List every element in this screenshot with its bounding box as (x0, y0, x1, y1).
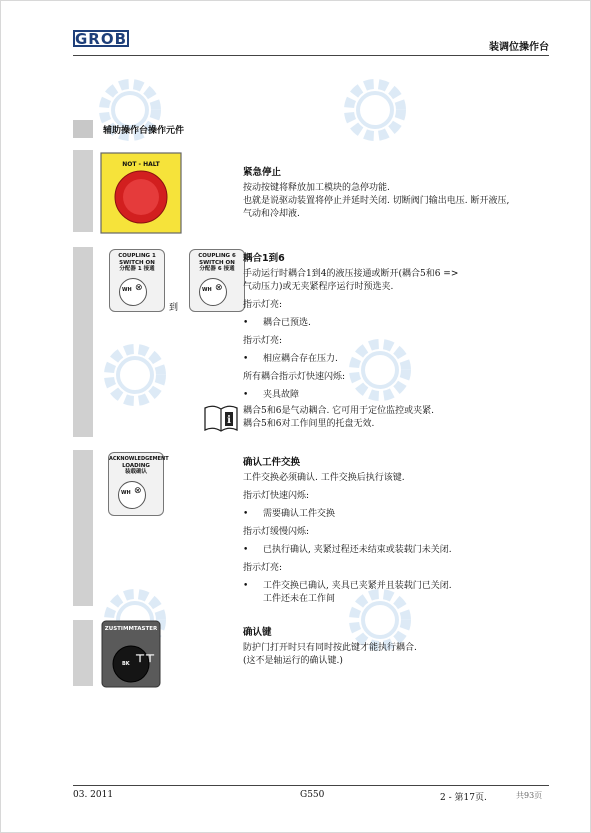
acknowledge-desc: 工件交换必须确认. 工件交换后执行该键. (243, 473, 405, 483)
section-title: 辅助操作台操作元件 (103, 126, 185, 136)
acknowledge-slow-blink: 指示灯缓慢闪烁: (243, 527, 310, 537)
bullet-dot: • (243, 545, 249, 555)
footer-total: 共93页 (516, 791, 543, 800)
footer-divider (73, 785, 549, 786)
bullet-dot: • (243, 354, 249, 364)
acknowledge-lamp-on: 指示灯亮: (243, 563, 283, 573)
confirm-key-symbol-icon: ⊤⊤ (135, 652, 156, 665)
bullet-dot: • (243, 581, 249, 591)
emergency-title: 紧急停止 (243, 167, 282, 178)
grob-logo: GROB (74, 29, 128, 48)
emergency-line-2: 也就是说驱动装置将停止并延时关闭. 切断阀门输出电压. 断开液压, (243, 196, 510, 206)
confirm-key-line-2: (这不是轴运行的确认键.) (243, 656, 343, 666)
emergency-line-3: 气动和冷却液. (243, 209, 300, 219)
coupling-6-line-1: COUPLING 6 (198, 253, 236, 259)
acknowledge-bullet-3b: 工件还未在工作间 (263, 594, 336, 604)
confirm-key-title: 确认键 (243, 627, 272, 638)
bullet-dot: • (243, 318, 249, 328)
emergency-stop-label: NOT - HALT (122, 161, 160, 168)
watermark-gear-icon (90, 70, 170, 150)
acknowledge-line-3: 装载确认 (124, 469, 147, 475)
acknowledge-line-2: LOADING (122, 462, 150, 469)
coupling-bullet-2: 相应耦合存在压力. (263, 354, 338, 364)
confirm-key-label: ZUSTIMMTASTER (104, 626, 158, 632)
coupling-6-symbol-icon: ⊗ (215, 283, 223, 293)
bullet-dot: • (243, 509, 249, 519)
block-marker-confirm (73, 620, 93, 686)
acknowledge-bullet-3a: 工件交换已确认, 夹具已夹紧并且装载门已关闭. (263, 581, 452, 591)
coupling-note-2: 耦合5和6对工作间里的托盘无效. (243, 419, 375, 429)
watermark-gear-icon (335, 70, 415, 150)
header-title: 装调位操作台 (489, 42, 549, 53)
block-marker-coupling (73, 247, 93, 437)
block-marker-emergency (73, 150, 93, 232)
coupling-1-line-3: 分配器 1 接通 (119, 266, 155, 272)
coupling-lamp-on-2: 指示灯亮: (243, 336, 283, 346)
coupling-1-symbol-icon: ⊗ (135, 283, 143, 293)
acknowledge-panel (108, 452, 169, 516)
coupling-6-line-3: 分配器 6 接通 (199, 266, 235, 272)
emergency-line-1: 按动按键将释放加工模块的急停功能. (243, 183, 390, 193)
coupling-all-blink: 所有耦合指示灯快速闪烁: (243, 372, 346, 382)
header-divider (73, 55, 549, 56)
bullet-dot: • (243, 390, 249, 400)
coupling-note-1: 耦合5和6是气动耦合. 它可用于定位监控或夹紧. (243, 406, 435, 416)
to-label: 到 (169, 303, 179, 313)
coupling-title: 耦合1到6 (243, 253, 285, 264)
section-marker (73, 120, 93, 138)
block-marker-acknowledge (73, 450, 93, 606)
footer-page: 2 - 第17页. (440, 793, 487, 803)
confirm-key-bk: BK (122, 661, 130, 667)
coupling-desc-2: 气动压力)或无夹紧程序运行时预选夹. (243, 282, 394, 292)
footer-date: 03. 2011 (73, 790, 114, 800)
coupling-lamp-on-1: 指示灯亮: (243, 300, 283, 310)
coupling-1-wh: WH (122, 287, 132, 293)
coupling-desc-1: 手动运行时耦合1到4的液压接通或断开(耦合5和6 => (243, 269, 459, 279)
info-book-icon (203, 404, 239, 432)
coupling-6-panel (189, 249, 245, 312)
acknowledge-fast-blink: 指示灯快速闪烁: (243, 491, 310, 501)
svg-text:i: i (227, 415, 231, 426)
coupling-6-wh: WH (202, 287, 212, 293)
acknowledge-bullet-2: 已执行确认, 夹紧过程还未结束或装载门未关闭. (263, 545, 452, 555)
coupling-1-line-1: COUPLING 1 (118, 253, 156, 259)
coupling-1-panel (109, 249, 165, 312)
acknowledge-title: 确认工件交换 (243, 457, 301, 468)
acknowledge-wh: WH (121, 490, 131, 496)
watermark-gear-icon (95, 335, 175, 415)
confirm-key-line-1: 防护门打开时只有同时按此键才能执行耦合. (243, 643, 417, 653)
coupling-1-line-2: SWITCH ON (119, 259, 155, 266)
coupling-bullet-3: 夹具故障 (263, 390, 300, 400)
acknowledge-bullet-1: 需要确认工件交换 (263, 509, 336, 519)
acknowledge-symbol-icon: ⊗ (134, 486, 142, 496)
coupling-bullet-1: 耦合已预选. (263, 318, 311, 328)
acknowledge-line-1: ACKNOWLEDGEMENT (109, 456, 169, 462)
coupling-6-line-2: SWITCH ON (199, 259, 235, 266)
footer-model: G550 (300, 790, 325, 800)
